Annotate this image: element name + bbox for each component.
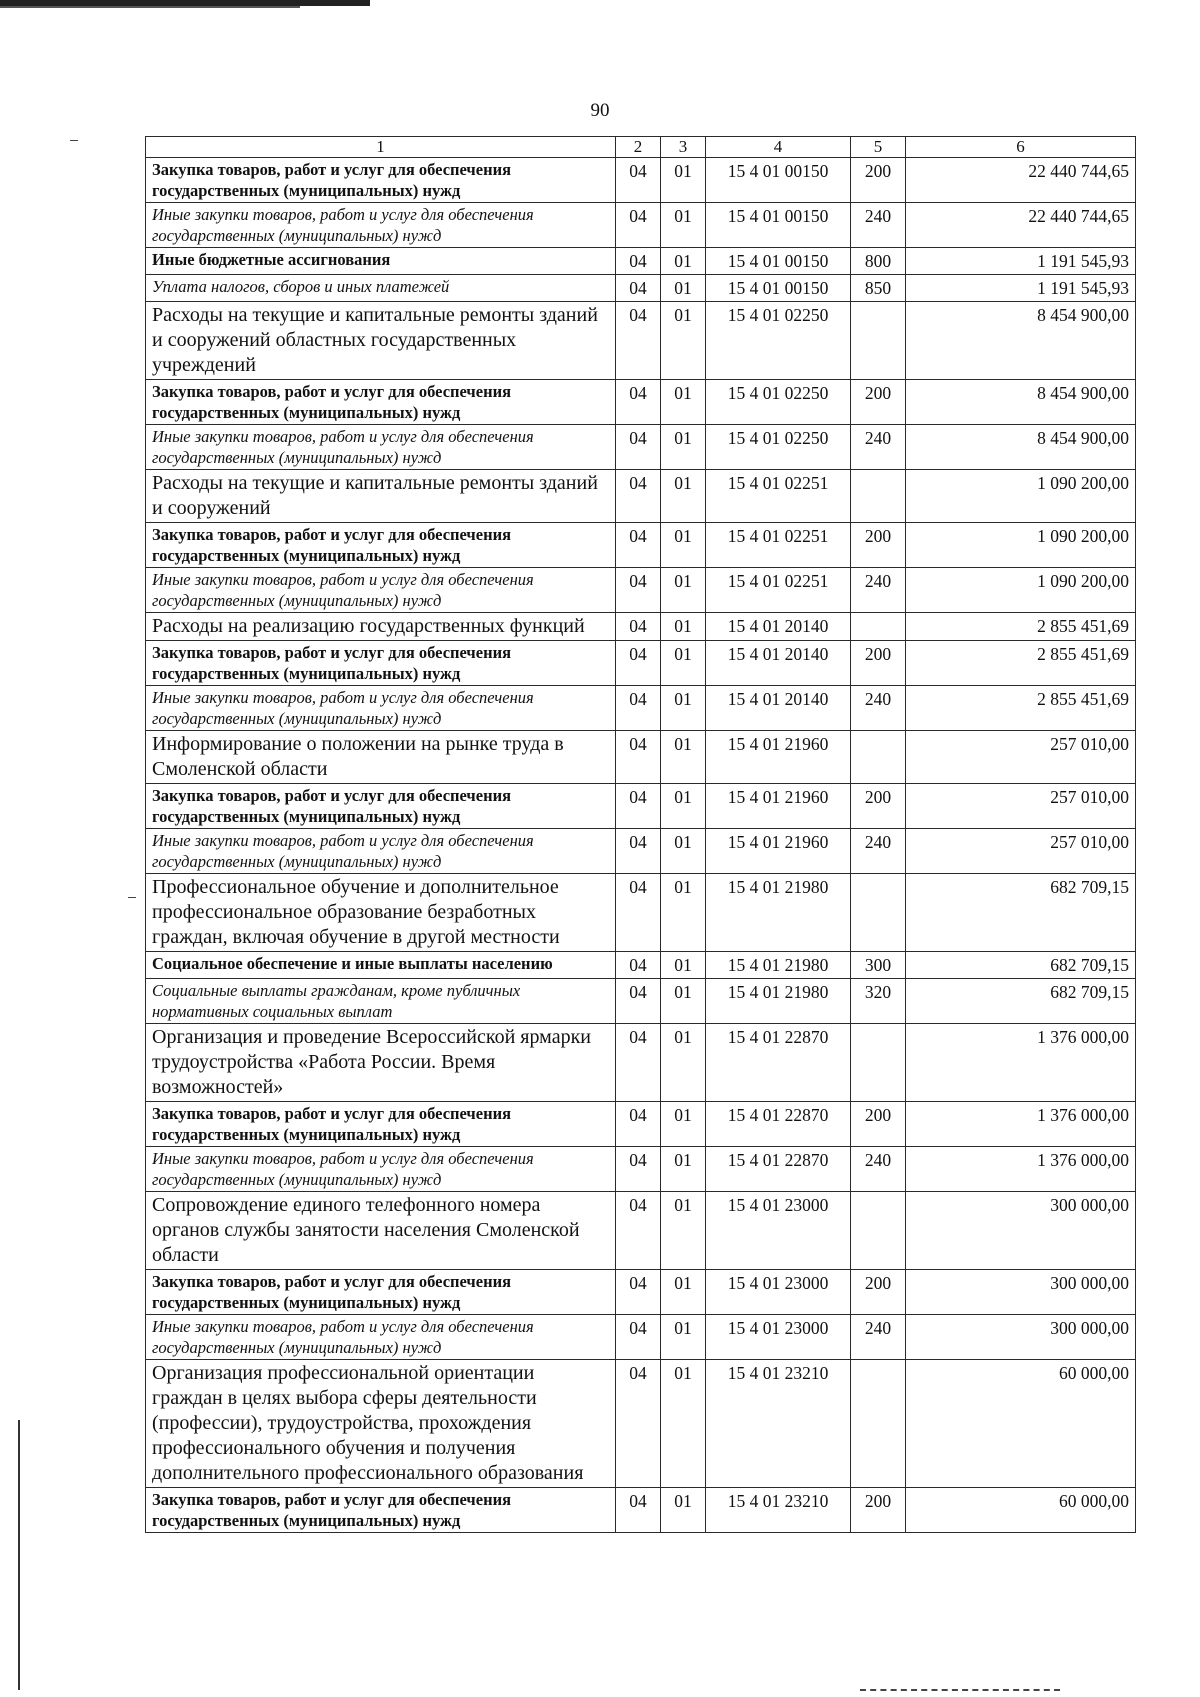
row-name: Профессиональное обучение и дополнительное профессиональное образование безработных граждан, включая обучение в другой местности (146, 874, 616, 952)
subsection-code: 01 (661, 380, 706, 425)
amount: 2 855 451,69 (906, 613, 1136, 641)
subsection-code: 01 (661, 425, 706, 470)
subsection-code: 01 (661, 1315, 706, 1360)
target-item-code: 15 4 01 20140 (706, 613, 851, 641)
subsection-code: 01 (661, 248, 706, 275)
section-code: 04 (616, 1360, 661, 1488)
expense-type-code (851, 302, 906, 380)
subsection-code: 01 (661, 275, 706, 302)
row-name: Сопровождение единого телефонного номера органов службы занятости населения Смоленской области (146, 1192, 616, 1270)
target-item-code: 15 4 01 21960 (706, 829, 851, 874)
table-row (146, 784, 1136, 829)
section-code: 04 (616, 275, 661, 302)
target-item-code: 15 4 01 20140 (706, 641, 851, 686)
amount: 8 454 900,00 (906, 380, 1136, 425)
expense-type-code (851, 1360, 906, 1488)
subsection-code: 01 (661, 686, 706, 731)
expense-type-code: 800 (851, 248, 906, 275)
subsection-code: 01 (661, 203, 706, 248)
row-name: Закупка товаров, работ и услуг для обеспечения государственных (муниципальных) нужд (146, 784, 616, 829)
section-code: 04 (616, 568, 661, 613)
row-name: Закупка товаров, работ и услуг для обеспечения государственных (муниципальных) нужд (146, 523, 616, 568)
amount: 682 709,15 (906, 874, 1136, 952)
table-row (146, 380, 1136, 425)
expense-type-code: 240 (851, 425, 906, 470)
target-item-code: 15 4 01 02251 (706, 523, 851, 568)
subsection-code: 01 (661, 302, 706, 380)
expense-type-code: 850 (851, 275, 906, 302)
subsection-code: 01 (661, 1360, 706, 1488)
table-row (146, 302, 1136, 380)
target-item-code: 15 4 01 23000 (706, 1315, 851, 1360)
subsection-code: 01 (661, 613, 706, 641)
expense-type-code: 200 (851, 158, 906, 203)
target-item-code: 15 4 01 23000 (706, 1270, 851, 1315)
subsection-code: 01 (661, 1488, 706, 1533)
page-number: 90 (590, 100, 610, 121)
row-name: Закупка товаров, работ и услуг для обеспечения государственных (муниципальных) нужд (146, 641, 616, 686)
subsection-code: 01 (661, 470, 706, 523)
section-code: 04 (616, 470, 661, 523)
table-row (146, 568, 1136, 613)
section-code: 04 (616, 1315, 661, 1360)
amount: 300 000,00 (906, 1315, 1136, 1360)
target-item-code: 15 4 01 21960 (706, 731, 851, 784)
table-row (146, 1315, 1136, 1360)
expense-type-code: 240 (851, 1315, 906, 1360)
row-name: Иные закупки товаров, работ и услуг для обеспечения государственных (муниципальных) нужд (146, 568, 616, 613)
section-code: 04 (616, 731, 661, 784)
table-row (146, 874, 1136, 952)
table-row (146, 523, 1136, 568)
subsection-code: 01 (661, 784, 706, 829)
amount: 1 090 200,00 (906, 470, 1136, 523)
expense-type-code: 200 (851, 380, 906, 425)
expense-type-code: 240 (851, 203, 906, 248)
section-code: 04 (616, 784, 661, 829)
amount: 257 010,00 (906, 829, 1136, 874)
margin-mark (128, 897, 136, 898)
amount: 682 709,15 (906, 952, 1136, 979)
target-item-code: 15 4 01 00150 (706, 158, 851, 203)
header-row (146, 137, 1136, 158)
subsection-code: 01 (661, 829, 706, 874)
amount: 2 855 451,69 (906, 641, 1136, 686)
subsection-code: 01 (661, 979, 706, 1024)
target-item-code: 15 4 01 21980 (706, 874, 851, 952)
row-name: Закупка товаров, работ и услуг для обеспечения государственных (муниципальных) нужд (146, 1102, 616, 1147)
table-row (146, 1102, 1136, 1147)
row-name: Уплата налогов, сборов и иных платежей (146, 275, 616, 302)
target-item-code: 15 4 01 02251 (706, 568, 851, 613)
target-item-code: 15 4 01 21960 (706, 784, 851, 829)
target-item-code: 15 4 01 21980 (706, 952, 851, 979)
subsection-code: 01 (661, 952, 706, 979)
scan-edge-mark-thin (0, 6, 300, 8)
subsection-code: 01 (661, 1024, 706, 1102)
target-item-code: 15 4 01 02250 (706, 425, 851, 470)
table-row (146, 952, 1136, 979)
row-name: Расходы на текущие и капитальные ремонты зданий и сооружений областных государственных учреждений (146, 302, 616, 380)
table-row (146, 613, 1136, 641)
subsection-code: 01 (661, 158, 706, 203)
amount: 1 191 545,93 (906, 248, 1136, 275)
expense-type-code: 240 (851, 1147, 906, 1192)
expense-type-code: 200 (851, 523, 906, 568)
expense-type-code: 240 (851, 829, 906, 874)
column-header: 4 (706, 137, 851, 158)
section-code: 04 (616, 203, 661, 248)
table-row (146, 248, 1136, 275)
scan-bottom-mark (860, 1689, 1060, 1692)
amount: 682 709,15 (906, 979, 1136, 1024)
row-name: Расходы на текущие и капитальные ремонты зданий и сооружений (146, 470, 616, 523)
section-code: 04 (616, 1102, 661, 1147)
expense-type-code (851, 874, 906, 952)
section-code: 04 (616, 248, 661, 275)
section-code: 04 (616, 425, 661, 470)
row-name: Социальное обеспечение и иные выплаты населению (146, 952, 616, 979)
section-code: 04 (616, 641, 661, 686)
row-name: Социальные выплаты гражданам, кроме публичных нормативных социальных выплат (146, 979, 616, 1024)
expense-type-code: 200 (851, 1102, 906, 1147)
subsection-code: 01 (661, 1192, 706, 1270)
amount: 2 855 451,69 (906, 686, 1136, 731)
table-row (146, 1024, 1136, 1102)
section-code: 04 (616, 1488, 661, 1533)
subsection-code: 01 (661, 1147, 706, 1192)
expense-type-code (851, 613, 906, 641)
subsection-code: 01 (661, 568, 706, 613)
expense-type-code (851, 1024, 906, 1102)
row-name: Иные закупки товаров, работ и услуг для обеспечения государственных (муниципальных) нужд (146, 829, 616, 874)
row-name: Информирование о положении на рынке труда в Смоленской области (146, 731, 616, 784)
section-code: 04 (616, 1024, 661, 1102)
expense-type-code: 200 (851, 1270, 906, 1315)
target-item-code: 15 4 01 22870 (706, 1024, 851, 1102)
amount: 257 010,00 (906, 784, 1136, 829)
binding-edge-line (18, 1420, 20, 1690)
target-item-code: 15 4 01 23210 (706, 1488, 851, 1533)
row-name: Иные закупки товаров, работ и услуг для обеспечения государственных (муниципальных) нужд (146, 1315, 616, 1360)
column-header: 3 (661, 137, 706, 158)
table-row (146, 1488, 1136, 1533)
subsection-code: 01 (661, 523, 706, 568)
amount: 300 000,00 (906, 1192, 1136, 1270)
section-code: 04 (616, 302, 661, 380)
subsection-code: 01 (661, 874, 706, 952)
amount: 1 376 000,00 (906, 1024, 1136, 1102)
target-item-code: 15 4 01 00150 (706, 248, 851, 275)
table-row (146, 1360, 1136, 1488)
section-code: 04 (616, 686, 661, 731)
target-item-code: 15 4 01 00150 (706, 275, 851, 302)
column-header: 5 (851, 137, 906, 158)
amount: 1 376 000,00 (906, 1147, 1136, 1192)
subsection-code: 01 (661, 1270, 706, 1315)
row-name: Закупка товаров, работ и услуг для обеспечения государственных (муниципальных) нужд (146, 1488, 616, 1533)
table-row (146, 979, 1136, 1024)
table-row (146, 203, 1136, 248)
target-item-code: 15 4 01 22870 (706, 1102, 851, 1147)
row-name: Закупка товаров, работ и услуг для обеспечения государственных (муниципальных) нужд (146, 158, 616, 203)
table-row (146, 425, 1136, 470)
target-item-code: 15 4 01 02251 (706, 470, 851, 523)
target-item-code: 15 4 01 21980 (706, 979, 851, 1024)
expense-type-code: 320 (851, 979, 906, 1024)
table-row (146, 470, 1136, 523)
table-row (146, 1270, 1136, 1315)
amount: 8 454 900,00 (906, 425, 1136, 470)
amount: 1 191 545,93 (906, 275, 1136, 302)
row-name: Организация профессиональной ориентации граждан в целях выбора сферы деятельности (профессии), трудоустройства, прохождения профессионального обучения и получения дополнительного профессионального образования (146, 1360, 616, 1488)
amount: 8 454 900,00 (906, 302, 1136, 380)
row-name: Организация и проведение Всероссийской ярмарки трудоустройства «Работа России. Время возможностей» (146, 1024, 616, 1102)
section-code: 04 (616, 523, 661, 568)
row-name: Иные бюджетные ассигнования (146, 248, 616, 275)
target-item-code: 15 4 01 22870 (706, 1147, 851, 1192)
subsection-code: 01 (661, 1102, 706, 1147)
subsection-code: 01 (661, 641, 706, 686)
row-name: Закупка товаров, работ и услуг для обеспечения государственных (муниципальных) нужд (146, 380, 616, 425)
amount: 60 000,00 (906, 1488, 1136, 1533)
amount: 22 440 744,65 (906, 203, 1136, 248)
row-name: Иные закупки товаров, работ и услуг для обеспечения государственных (муниципальных) нужд (146, 203, 616, 248)
table-row (146, 641, 1136, 686)
amount: 1 376 000,00 (906, 1102, 1136, 1147)
expense-type-code (851, 470, 906, 523)
expense-type-code: 240 (851, 568, 906, 613)
section-code: 04 (616, 1192, 661, 1270)
row-name: Закупка товаров, работ и услуг для обеспечения государственных (муниципальных) нужд (146, 1270, 616, 1315)
column-header: 2 (616, 137, 661, 158)
table-row (146, 1147, 1136, 1192)
target-item-code: 15 4 01 20140 (706, 686, 851, 731)
table-row (146, 686, 1136, 731)
expense-type-code: 200 (851, 641, 906, 686)
target-item-code: 15 4 01 02250 (706, 302, 851, 380)
section-code: 04 (616, 380, 661, 425)
amount: 1 090 200,00 (906, 523, 1136, 568)
target-item-code: 15 4 01 23210 (706, 1360, 851, 1488)
section-code: 04 (616, 613, 661, 641)
target-item-code: 15 4 01 02250 (706, 380, 851, 425)
target-item-code: 15 4 01 23000 (706, 1192, 851, 1270)
target-item-code: 15 4 01 00150 (706, 203, 851, 248)
table-row (146, 731, 1136, 784)
row-name: Расходы на реализацию государственных функций (146, 613, 616, 641)
amount: 60 000,00 (906, 1360, 1136, 1488)
expense-type-code (851, 1192, 906, 1270)
row-name: Иные закупки товаров, работ и услуг для обеспечения государственных (муниципальных) нужд (146, 686, 616, 731)
amount: 300 000,00 (906, 1270, 1136, 1315)
section-code: 04 (616, 874, 661, 952)
section-code: 04 (616, 1147, 661, 1192)
section-code: 04 (616, 979, 661, 1024)
expense-type-code: 240 (851, 686, 906, 731)
section-code: 04 (616, 1270, 661, 1315)
table-row (146, 829, 1136, 874)
table-row (146, 158, 1136, 203)
table-row (146, 275, 1136, 302)
column-header: 6 (906, 137, 1136, 158)
budget-table (145, 136, 1136, 1533)
amount: 257 010,00 (906, 731, 1136, 784)
section-code: 04 (616, 829, 661, 874)
subsection-code: 01 (661, 731, 706, 784)
amount: 1 090 200,00 (906, 568, 1136, 613)
section-code: 04 (616, 158, 661, 203)
row-name: Иные закупки товаров, работ и услуг для обеспечения государственных (муниципальных) нужд (146, 425, 616, 470)
table-row (146, 1192, 1136, 1270)
amount: 22 440 744,65 (906, 158, 1136, 203)
expense-type-code: 300 (851, 952, 906, 979)
expense-type-code: 200 (851, 1488, 906, 1533)
margin-mark (70, 140, 78, 141)
expense-type-code (851, 731, 906, 784)
column-header: 1 (146, 137, 616, 158)
row-name: Иные закупки товаров, работ и услуг для обеспечения государственных (муниципальных) нужд (146, 1147, 616, 1192)
expense-type-code: 200 (851, 784, 906, 829)
section-code: 04 (616, 952, 661, 979)
